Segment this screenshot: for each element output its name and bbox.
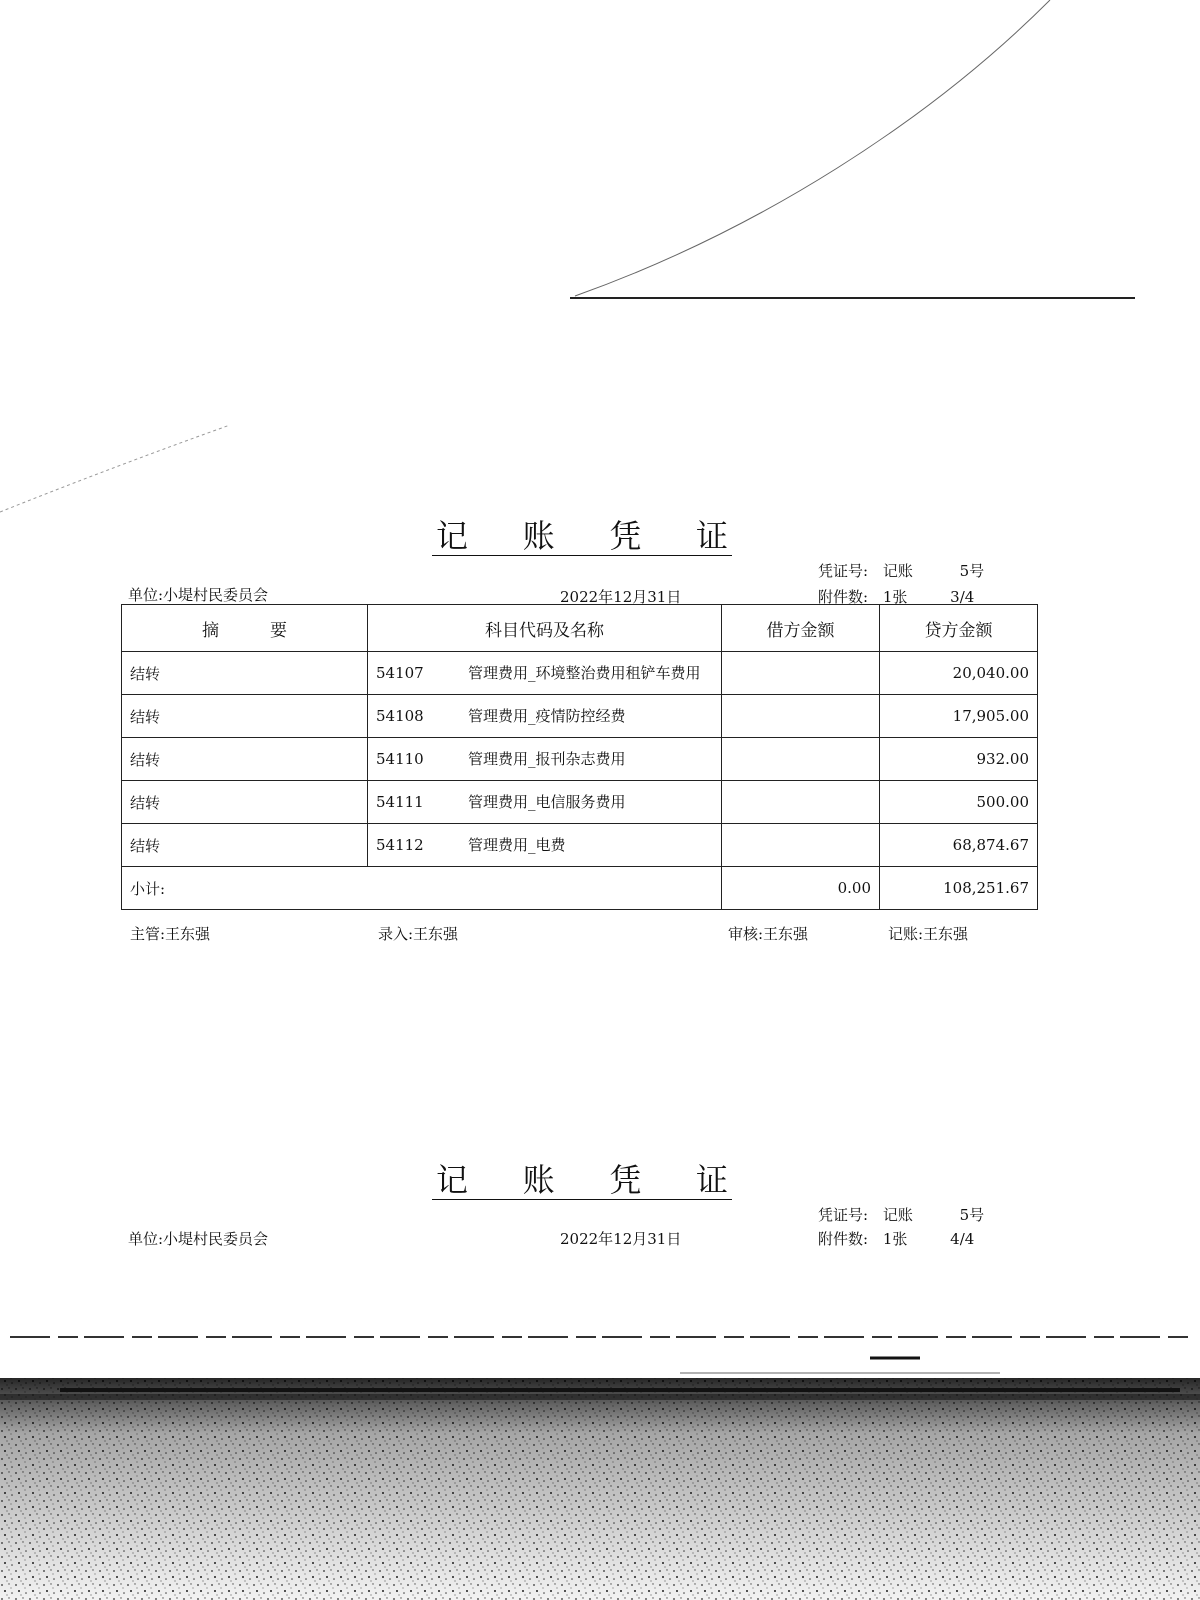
row-summary: 结转 xyxy=(122,824,368,867)
voucher-title: 记 账 凭 证 xyxy=(432,516,732,556)
voucher-title: 记 账 凭 证 xyxy=(432,1160,732,1200)
fold-curve xyxy=(575,0,1050,296)
row-account xyxy=(368,652,722,695)
account-code: 54110 xyxy=(376,750,424,768)
row-credit: 68,874.67 xyxy=(880,824,1038,867)
account-code: 54112 xyxy=(376,836,424,854)
row-summary: 结转 xyxy=(122,781,368,824)
attachments-info: 附件数: 1张 3/4 xyxy=(818,588,975,606)
account-name: 管理费用_疫情防控经费 xyxy=(468,707,626,725)
row-debit xyxy=(722,652,880,695)
row-account xyxy=(368,824,722,867)
row-credit: 17,905.00 xyxy=(880,695,1038,738)
row-account xyxy=(368,695,722,738)
row-credit: 20,040.00 xyxy=(880,652,1038,695)
row-credit: 932.00 xyxy=(880,738,1038,781)
account-code: 54107 xyxy=(376,664,424,682)
header-summary: 摘 要 xyxy=(122,605,368,652)
voucher-date: 2022年12月31日 xyxy=(560,1230,682,1248)
signature-entry: 录入:王东强 xyxy=(378,925,459,943)
row-summary: 结转 xyxy=(122,738,368,781)
account-name: 管理费用_电费 xyxy=(468,836,566,854)
subtotal-debit: 0.00 xyxy=(722,867,880,910)
table-header xyxy=(122,605,1038,652)
row-debit xyxy=(722,824,880,867)
row-debit xyxy=(722,695,880,738)
unit-name: 单位:小堤村民委员会 xyxy=(128,586,269,604)
account-code: 54108 xyxy=(376,707,424,725)
signature-bookkeeper: 记账:王东强 xyxy=(888,925,969,943)
row-summary: 结转 xyxy=(122,695,368,738)
row-account xyxy=(368,738,722,781)
subtotal-credit: 108,251.67 xyxy=(880,867,1038,910)
voucher-number: 凭证号: 记账 5号 xyxy=(818,1206,985,1224)
attachments-info: 附件数: 1张 4/4 xyxy=(818,1230,975,1248)
signature-review: 审核:王东强 xyxy=(728,925,809,943)
table-row xyxy=(122,738,1038,781)
voucher-number: 凭证号: 记账 5号 xyxy=(818,562,985,580)
table-row xyxy=(122,652,1038,695)
account-name: 管理费用_环境整治费用租铲车费用 xyxy=(468,664,701,682)
table-row xyxy=(122,781,1038,824)
row-debit xyxy=(722,738,880,781)
header-account: 科目代码及名称 xyxy=(368,605,722,652)
subtotal-row xyxy=(122,867,1038,910)
fold-curve-left xyxy=(0,425,230,512)
account-name: 管理费用_电信服务费用 xyxy=(468,793,626,811)
table-row xyxy=(122,695,1038,738)
voucher-date: 2022年12月31日 xyxy=(560,588,682,606)
row-credit: 500.00 xyxy=(880,781,1038,824)
header-debit: 借方金额 xyxy=(722,605,880,652)
row-debit xyxy=(722,781,880,824)
signature-supervisor: 主管:王东强 xyxy=(130,925,211,943)
table-row xyxy=(122,824,1038,867)
unit-name: 单位:小堤村民委员会 xyxy=(128,1230,269,1248)
account-code: 54111 xyxy=(376,793,424,811)
row-account xyxy=(368,781,722,824)
header-credit: 贷方金额 xyxy=(880,605,1038,652)
account-name: 管理费用_报刊杂志费用 xyxy=(468,750,626,768)
voucher-table xyxy=(121,604,1038,910)
subtotal-label: 小计: xyxy=(122,867,722,910)
row-summary: 结转 xyxy=(122,652,368,695)
